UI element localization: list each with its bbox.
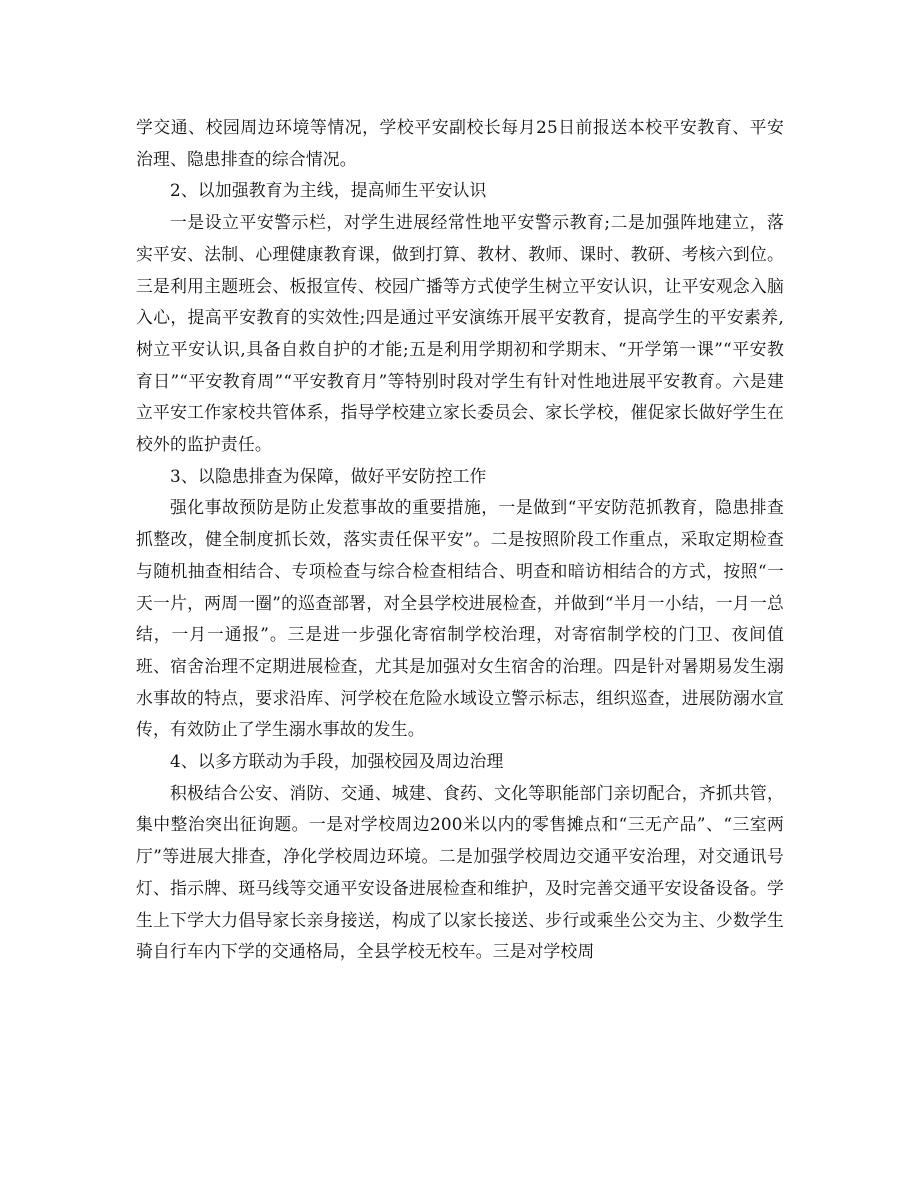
paragraph-multi-party-linkage: 积极结合公安、消防、交通、城建、食药、文化等职能部门亲切配合，齐抓共管，集中整治突出征询题。一是对学校周边200米以内的零售摊点和“三无产品”、“三室两厅”等进展大排查，净化学校周边环境。二是加强学校周边交通平安治理，对交通讯号灯、指示牌、斑马线等交通平安设备进展检查和维护，及时完善交通平安设备设备。学生上下学大力倡导家长亲身接送，构成了以家长接送、步行或乘坐公交为主、少数学生骑自行车内下学的交通格局，全县学校无校车。三是对学校周: [136, 782, 784, 962]
paragraph-hazard-inspection: 强化事故预防是防止发惹事故的重要措施，一是做到“平安防范抓教育，隐患排查抓整改，健全制度抓长效，落实责任保平安”。二是按照阶段工作重点，采取定期检查与随机抽查相结合、专项检查与综合检查相结合、明查和暗访相结合的方式，按照“一天一片，两周一圈”的巡查部署，对全县学校进展检查，并做到“半月一小结，一月一总结，一月一通报”。三是进一步强化寄宿制学校治理，对寄宿制学校的门卫、夜间值班、宿舍治理不定期进展检查，尤其是加强对女生宿舍的治理。四是针对暑期易发生溺水事故的特点，要求沿库、河学校在危险水域设立警示标志，组织巡查，进展防溺水宣传，有效防止了学生溺水事故的发生。: [136, 497, 784, 740]
section-heading-4: 4、以多方联动为手段，加强校园及周边治理: [170, 751, 504, 772]
document-page: [136, 112, 784, 968]
section-heading-2: 2、以加强教育为主线，提高师生平安认识: [170, 180, 487, 201]
paragraph-education: 一是设立平安警示栏，对学生进展经常性地平安警示教育;二是加强阵地建立，落实平安、法制、心理健康教育课，做到打算、教材、教师、课时、教研、考核六到位。三是利用主题班会、板报宣传、校园广播等方式使学生树立平安认识，让平安观念入脑入心，提高平安教育的实效性;四是通过平安演练开展平安教育，提高学生的平安素养,树立平安认识,具备自救自护的才能;五是利用学期初和学期末、“开学第一课”“平安教育日”“平安教育周”“平安教育月”等特别时段对学生有针对性地进展平安教育。六是建立平安工作家校共管体系，指导学校建立家长委员会、家长学校，催促家长做好学生在校外的监护责任。: [136, 212, 784, 455]
section-heading-3: 3、以隐患排查为保障，做好平安防控工作: [170, 465, 487, 486]
paragraph-continuation: 学交通、校园周边环境等情况，学校平安副校长每月25日前报送本校平安教育、平安治理、隐患排查的综合情况。: [136, 117, 784, 169]
